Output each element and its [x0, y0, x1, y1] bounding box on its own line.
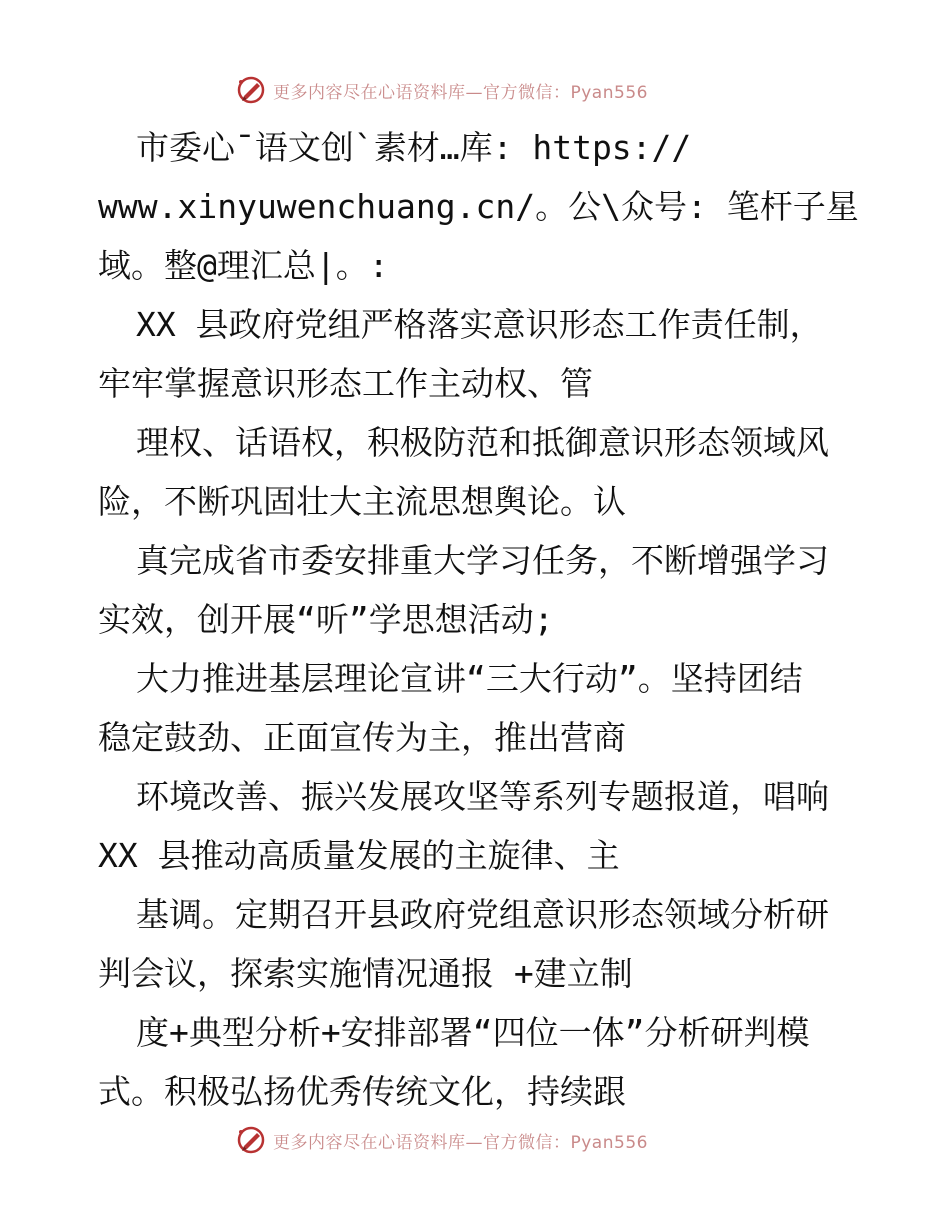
- footer-watermark: [235, 1122, 648, 1158]
- text-line: 式。积极弘扬优秀传统文化，持续跟: [98, 1072, 626, 1111]
- watermark-text: 更多内容尽在心语资料库—官方微信：Pyan556: [273, 1132, 648, 1153]
- text-line: 环境改善、振兴发展攻坚等系列专题报道，唱响: [136, 777, 829, 816]
- watermark-text: 更多内容尽在心语资料库—官方微信：Pyan556: [273, 82, 648, 103]
- text-line: 市委心¯语文创`素材…库: https://: [136, 128, 692, 167]
- text-line: 牢牢掌握意识形态工作主动权、管: [98, 364, 593, 403]
- text-line: 实效，创开展“听”学思想活动;: [98, 600, 554, 639]
- text-line: 真完成省市委安排重大学习任务，不断增强学习: [136, 541, 829, 580]
- text-line: XX 县推动高质量发展的主旋律、主: [98, 836, 620, 875]
- text-line: 基调。定期召开县政府党组意识形态领域分析研: [136, 895, 829, 934]
- header-watermark: [235, 72, 648, 108]
- text-line: 域。整@理汇总|。:: [98, 246, 389, 285]
- text-line: 判会议，探索实施情况通报 +建立制: [98, 954, 633, 993]
- pen-logo-icon: [235, 1124, 267, 1156]
- text-line: www.xinyuwenchuang.cn/。公\众号: 笔杆子星: [98, 187, 859, 226]
- text-line: 理权、话语权，积极防范和抵御意识形态领域风: [136, 423, 829, 462]
- text-line: 度+典型分析+安排部署“四位一体”分析研判模: [136, 1013, 810, 1052]
- pen-logo-icon: [235, 74, 267, 106]
- text-line: 稳定鼓劲、正面宣传为主，推出营商: [98, 718, 626, 757]
- text-line: 大力推进基层理论宣讲“三大行动”。坚持团结: [136, 659, 803, 698]
- text-line: XX 县政府党组严格落实意识形态工作责任制，: [136, 305, 823, 344]
- text-line: 险，不断巩固壮大主流思想舆论。认: [98, 482, 626, 521]
